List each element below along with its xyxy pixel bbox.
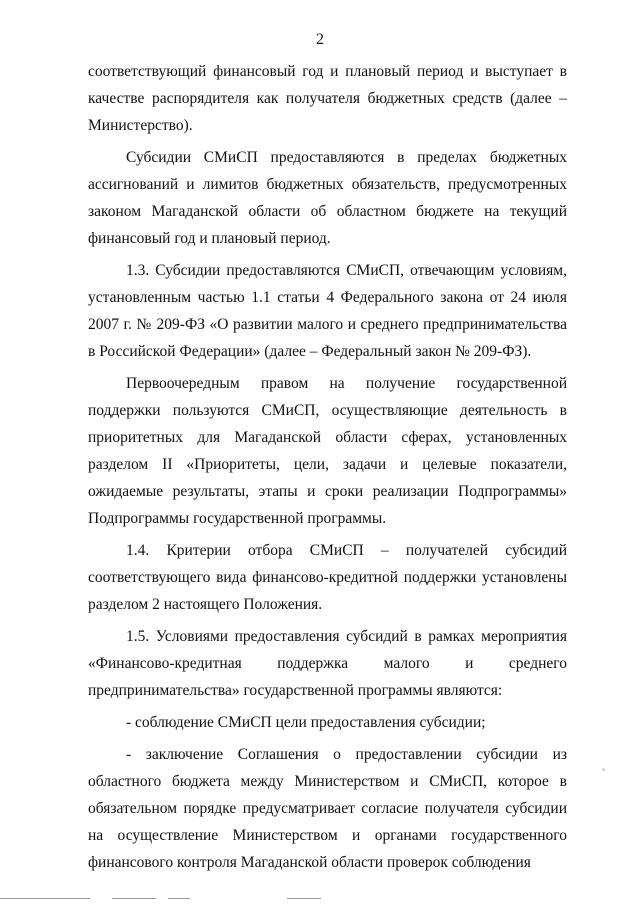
scan-bottom-marks [0, 898, 640, 902]
document-body [88, 58, 567, 881]
paragraph-continuation: соответствующий финансовый год и плановый период и выступает в качестве распорядителя как получателя бюджетных средств (далее – Министерство). [88, 63, 567, 134]
paragraph-section-1-4: 1.4. Критерии отбора СМиСП – получателей субсидий соответствующего вида финансово-кредитной поддержки установлены разделом 2 настоящего Положения. [88, 542, 567, 613]
scan-mark [112, 898, 156, 899]
paragraph-subsidies-budget: Субсидии СМиСП предоставляются в пределах бюджетных ассигнований и лимитов бюджетных обязательств, предусмотренных законом Магаданской области об областном бюджете на текущий финансовый год и плановый период. [88, 149, 567, 247]
scan-mark [287, 898, 321, 899]
scan-dot [602, 768, 605, 771]
page-number: 2 [316, 31, 324, 48]
scan-mark [0, 898, 90, 899]
list-item-agreement: - заключение Соглашения о предоставлении субсидии из областного бюджета между Министерством и СМиСП, которое в обязательном порядке предусматривает согласие получателя субсидии на осуществление Министерством и органами государственного финансового контроля Магаданской области проверок соблюдения [88, 746, 567, 871]
list-item-compliance: - соблюдение СМиСП цели предоставления субсидии; [126, 714, 486, 731]
paragraph-section-1-3: 1.3. Субсидии предоставляются СМиСП, отвечающим условиям, установленным частью 1.1 статьи 4 Федерального закона от 24 июля 2007 г. № 209-ФЗ «О развитии малого и среднего предпринимательства в Российской Федерации» (далее – Федеральный закон № 209-ФЗ). [88, 262, 567, 360]
scan-mark [168, 898, 190, 899]
paragraph-section-1-5: 1.5. Условиями предоставления субсидий в рамках мероприятия «Финансово-кредитная поддержка малого и среднего предпринимательства» государственной программы являются: [88, 628, 567, 699]
paragraph-priority-right: Первоочередным правом на получение государственной поддержки пользуются СМиСП, осуществляющие деятельность в приоритетных для Магаданской области сферах, установленных разделом II «Приоритеты, цели, задачи и целевые показатели, ожидаемые результаты, этапы и сроки реализации Подпрограммы» Подпрограммы государственной программы. [88, 375, 567, 527]
